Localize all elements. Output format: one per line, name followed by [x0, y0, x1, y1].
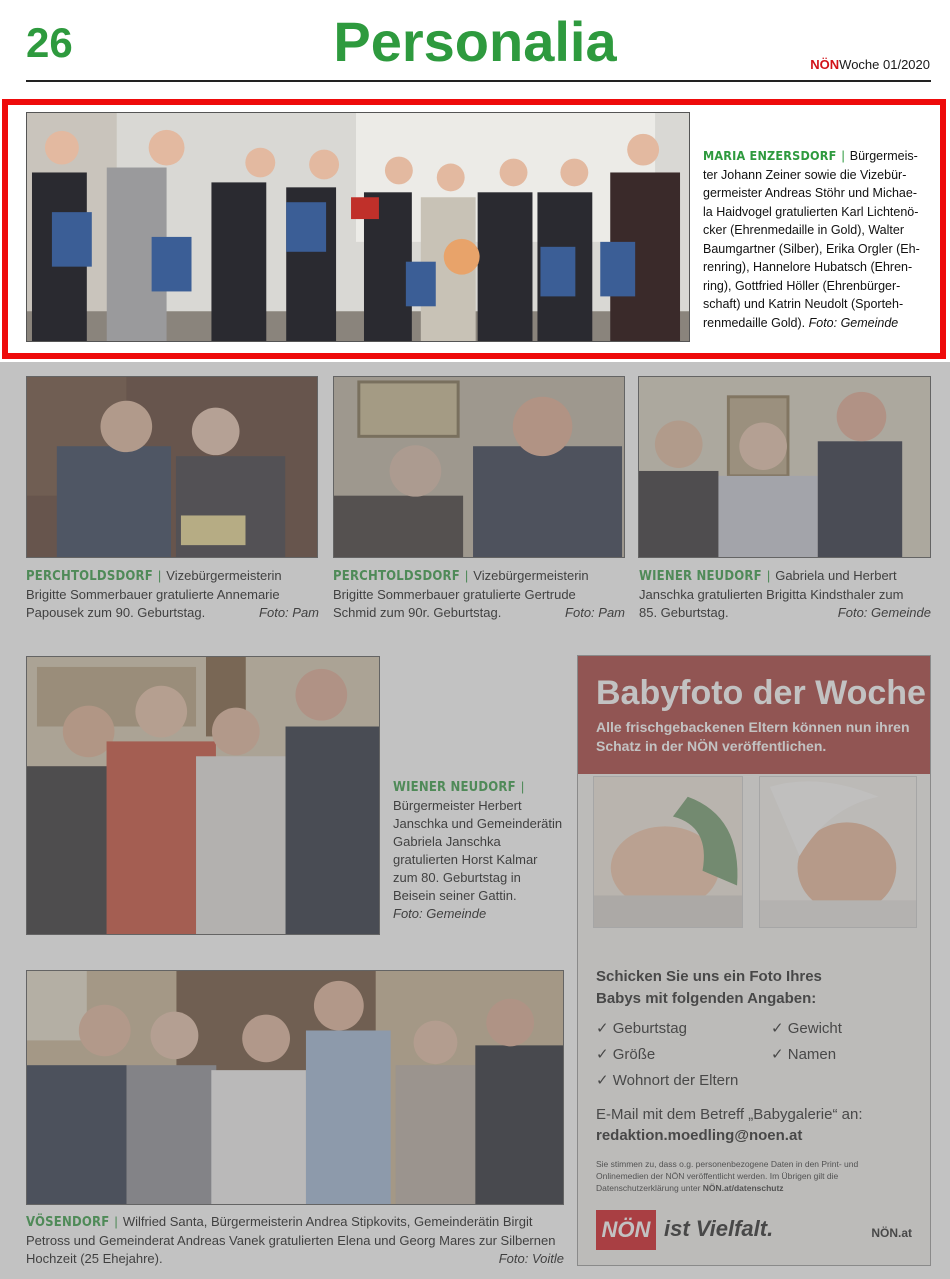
brand-mark: NÖN — [810, 57, 840, 72]
caption-separator: | — [464, 568, 469, 583]
caption-place: PERCHTOLDSDORF — [26, 569, 153, 584]
babyfoto-ad — [577, 655, 931, 1266]
caption-perchtoldsdorf-1 — [26, 567, 319, 622]
caption-text: Brigitte Sommerbauer gratulierte Gertrude — [333, 587, 576, 602]
caption-place: MARIA ENZERSDORF — [703, 148, 837, 163]
baby-photo-2 — [759, 776, 917, 928]
section-title: Personalia — [333, 10, 617, 73]
photo-perchtoldsdorf-2 — [333, 376, 625, 558]
caption-place: WIENER NEUDORF — [393, 780, 516, 795]
caption-text: schaft) und Katrin Neudolt (Sporteh- — [703, 297, 904, 311]
caption-place: VÖSENDORF — [26, 1215, 110, 1230]
caption-text: cker (Ehrenmedaille in Gold), Walter — [703, 223, 904, 237]
issue-week: Woche 01/2020 — [839, 57, 930, 72]
header-rule — [26, 80, 931, 82]
check-item: ✓ Größe — [596, 1046, 656, 1063]
photo-wiener-neudorf-2 — [26, 656, 380, 935]
caption-text: 85. Geburtstag. — [639, 605, 729, 620]
noen-url[interactable]: NÖN.at — [871, 1226, 912, 1240]
caption-separator: | — [766, 568, 771, 583]
photo-credit: Foto: Pam — [565, 605, 625, 620]
ad-email-instruction: E-Mail mit dem Betreff „Babygalerie“ an: — [596, 1106, 863, 1123]
caption-wiener-neudorf-1 — [639, 567, 931, 622]
caption-text: Hochzeit (25 Ehejahre). — [26, 1251, 163, 1266]
caption-text: renring), Hannelore Hubatsch (Ehren- — [703, 260, 913, 274]
caption-text: Bürgermeis- — [849, 149, 918, 163]
caption-separator: | — [841, 149, 845, 163]
noen-logo: NÖN — [596, 1210, 656, 1250]
caption-text: zum 80. Geburtstag in — [393, 870, 521, 885]
ad-title: Babyfoto der Woche — [596, 674, 926, 712]
caption-text: Brigitte Sommerbauer gratulierte Annemarie — [26, 587, 280, 602]
photo-voesendorf — [26, 970, 564, 1205]
caption-separator: | — [114, 1214, 118, 1229]
photo-credit: Foto: Voitle — [498, 1251, 564, 1266]
caption-text: renmedaille Gold). — [703, 315, 806, 330]
ad-fine-print: Onlinemedien der NÖN veröffentlicht werden. Im Übrigen gilt die — [596, 1171, 839, 1181]
caption-text: Gabriela Janschka — [393, 834, 501, 849]
ad-footer — [596, 1208, 916, 1254]
photo-credit: Foto: Gemeinde — [837, 605, 931, 620]
caption-text: Petross und Gemeinderat Andreas Vanek gratulierten Elena und Georg Mares zur Silbernen — [26, 1233, 556, 1248]
privacy-link[interactable]: NÖN.at/datenschutz — [702, 1183, 784, 1193]
photo-wiener-neudorf-1 — [638, 376, 931, 558]
photo-perchtoldsdorf-1 — [26, 376, 318, 558]
ad-slogan: ist Vielfalt. — [664, 1216, 774, 1241]
caption-text: germeister Andreas Stöhr und Michae- — [703, 186, 917, 200]
photo-credit: Foto: Pam — [259, 605, 319, 620]
caption-text: Papousek zum 90. Geburtstag. — [26, 605, 206, 620]
caption-text: Gabriela und Herbert — [775, 568, 897, 583]
ad-header — [578, 656, 931, 774]
caption-text: Vizebürgermeisterin — [166, 568, 282, 583]
page-number: 26 — [26, 19, 73, 66]
caption-place: WIENER NEUDORF — [639, 569, 762, 584]
caption-separator: | — [157, 568, 162, 583]
caption-text: Wilfried Santa, Bürgermeisterin Andrea Stipkovits, Gemeinderätin Birgit — [122, 1214, 533, 1229]
photo-credit: Foto: Gemeinde — [808, 315, 899, 330]
caption-text: Janschka gratulierten Brigitta Kindsthaler zum — [639, 587, 904, 602]
check-item: ✓ Namen — [771, 1046, 837, 1063]
caption-voesendorf — [26, 1213, 564, 1268]
caption-text: Janschka und Gemeinderätin — [393, 816, 563, 831]
caption-separator: | — [520, 779, 525, 794]
photo-credit: Foto: Gemeinde — [393, 906, 487, 921]
ad-lead-line: Schicken Sie uns ein Foto Ihres — [596, 968, 822, 985]
ad-fine-print: Sie stimmen zu, dass o.g. personenbezogene Daten in den Print- und — [596, 1159, 859, 1169]
baby-photo-1 — [593, 776, 743, 928]
ad-email-address[interactable]: redaktion.moedling@noen.at — [596, 1127, 803, 1144]
caption-text: la Haidvogel gratulierten Karl Lichtenö- — [703, 204, 919, 219]
caption-place: PERCHTOLDSDORF — [333, 569, 460, 584]
caption-text: Beisein seiner Gattin. — [393, 888, 517, 903]
caption-text: Schmid zum 90r. Geburtstag. — [333, 605, 502, 620]
photo-maria-enzersdorf — [26, 112, 690, 342]
caption-text: gratulierten Horst Kalmar — [393, 852, 538, 867]
caption-perchtoldsdorf-2 — [333, 567, 625, 622]
caption-maria-enzersdorf — [703, 147, 933, 332]
check-item: ✓ Geburtstag — [596, 1020, 687, 1037]
caption-text: ring), Gottfried Höller (Ehrenbürger- — [703, 278, 901, 293]
ad-subtitle: Alle frischgebackenen Eltern können nun ihren Schatz in der NÖN veröffentlichen. — [596, 719, 910, 754]
ad-lead-line: Babys mit folgenden Angaben: — [596, 990, 817, 1007]
check-item: ✓ Wohnort der Eltern — [596, 1072, 739, 1089]
caption-text: Bürgermeister Herbert — [393, 798, 522, 813]
caption-text: Vizebürgermeisterin — [473, 568, 589, 583]
caption-wiener-neudorf-2 — [393, 778, 573, 923]
check-item: ✓ Gewicht — [771, 1020, 842, 1037]
caption-text: ter Johann Zeiner sowie die Vizebür- — [703, 167, 907, 182]
caption-text: Baumgartner (Silber), Erika Orgler (Eh- — [703, 241, 920, 256]
issue-label — [810, 57, 930, 72]
ad-fine-print: Datenschutzerklärung unter — [596, 1183, 701, 1193]
